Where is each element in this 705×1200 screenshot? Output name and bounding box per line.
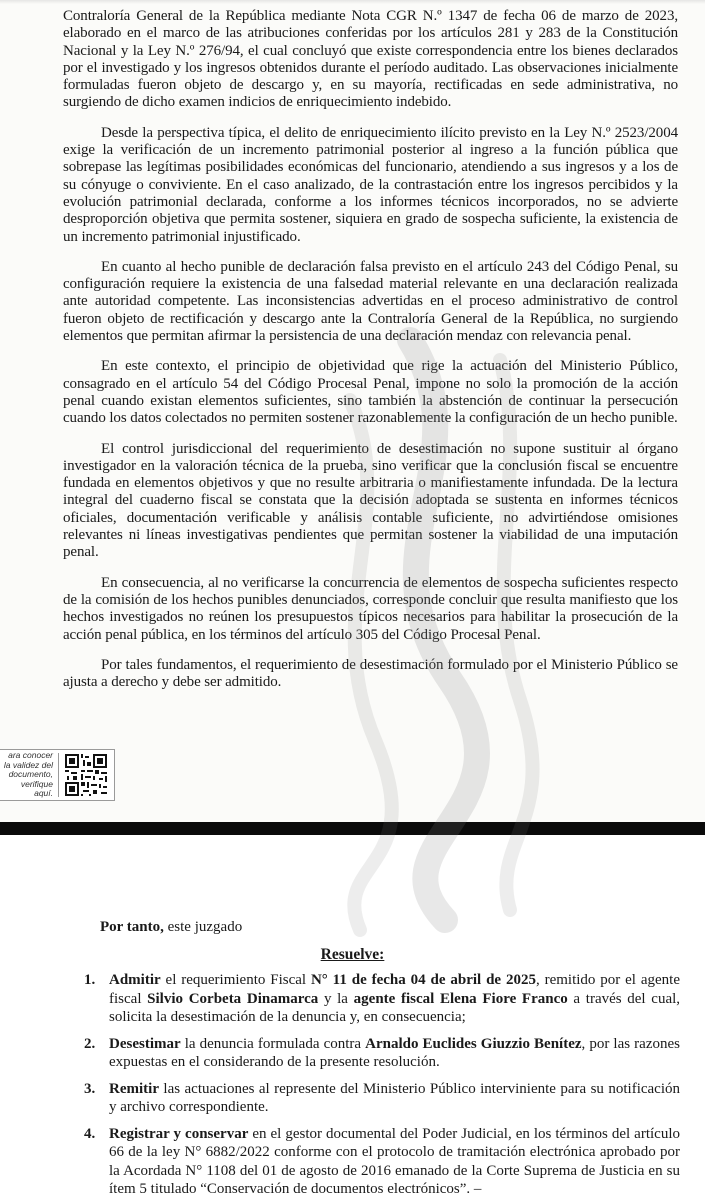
page-divider	[0, 822, 705, 835]
document-page-2	[0, 835, 705, 1200]
intro-bold: Por tanto,	[100, 919, 164, 935]
considerando-body	[63, 8, 678, 704]
verification-divider	[58, 753, 59, 797]
verification-label: ara conocer la validez del documento, verifique aquí.	[3, 750, 53, 799]
item-fragment: el requerimiento Fiscal	[160, 972, 311, 988]
item-emphasis: Silvio Corbeta Dinamarca	[147, 990, 319, 1007]
paragraph: Contraloría General de la República mediante Nota CGR N.º 1347 de fecha 06 de marzo de 2023, elaborado en el marco de las atribuciones conferidas por los artículos 281 y 283 de la Constitución Nacional y la Ley N.º 276/94, el cual concluyó que existe correspondencia entre los bienes declarados por el investigado y los ingresos obtenidos durante el período auditado. Las observaciones inicialmente formuladas fueron objeto de descargo y, en su mayoría, rectificadas en sede administrativa, no surgiendo de dicho examen indicios de enriquecimiento indebido.	[63, 8, 678, 111]
paragraph: En este contexto, el principio de objetividad que rige la actuación del Ministerio Público, consagrado en el artículo 54 del Código Procesal Penal, impone no solo la promoción de la acción penal cuando existan elementos suficientes, sino también la abstención de continuar la persecución cuando los datos colectados no permiten sostener razonablemente la configuración de un hecho punible.	[63, 358, 678, 427]
resolution-item	[84, 1035, 680, 1072]
item-emphasis: Admitir	[109, 972, 161, 988]
qr-code-icon[interactable]	[63, 752, 109, 798]
item-number: 4.	[84, 1125, 96, 1142]
resuelve-heading: Resuelve:	[320, 946, 385, 963]
item-emphasis: Remitir	[109, 1080, 159, 1097]
resolution-item	[84, 971, 680, 1027]
item-fragment: en el gestor documental del Poder Judicial, en los términos del artículo 66 de la ley N° 6882/2022 conforme con el protocolo de tramitación electrónica aprobado por la Acordada N° 1108 del 01 de agosto de 2016 emanado de la Corte Suprema de Justicia en su ítem 5 titulado “Conservación de documentos electrónicos”. –	[109, 1125, 680, 1197]
item-number: 1.	[84, 972, 96, 988]
resolution-intro	[100, 919, 242, 936]
paragraph: El control jurisdiccional del requerimiento de desestimación no supone sustituir al órgano investigador en la valoración técnica de la prueba, sino verificar que la conclusión fiscal se encuentre fundada en elementos objetivos y que no resulte arbitraria o manifiestamente infundada. De la lectura integral del cuaderno fiscal se constata que la decisión adoptada se sustenta en informes técnicos oficiales, documentación verificable y análisis contable suficiente, no advirtiéndose omisiones relevantes ni líneas investigativas pendientes que permitan sostener la viabilidad de una imputación penal.	[63, 440, 678, 561]
item-fragment: a través del cual, solicita la desestimación de la denuncia y, en consecuencia;	[109, 990, 681, 1025]
paragraph: Por tales fundamentos, el requerimiento de desestimación formulado por el Ministerio Público se ajusta a derecho y debe ser admitido.	[63, 656, 678, 691]
item-fragment: la denuncia formulada contra	[180, 1035, 366, 1052]
item-text	[109, 1035, 680, 1072]
item-emphasis: agente fiscal Elena Fiore Franco	[353, 990, 568, 1007]
item-fragment: las actuaciones al represente del Ministerio Público interviniente para su notificación y archivo correspondiente.	[109, 1080, 680, 1115]
item-number: 2.	[84, 1035, 96, 1052]
resolution-items	[84, 971, 680, 1200]
page-top-edge	[0, 0, 705, 4]
item-emphasis: Registrar y conservar	[109, 1125, 249, 1142]
item-emphasis: Desestimar	[109, 1035, 181, 1052]
item-fragment: y la	[318, 990, 354, 1007]
item-text	[109, 971, 680, 1027]
verification-stamp[interactable]	[0, 749, 115, 801]
intro-rest: este juzgado	[163, 919, 243, 935]
paragraph: En consecuencia, al no verificarse la concurrencia de elementos de sospecha suficientes respecto de la comisión de los hechos punibles denunciados, corresponde concluir que resulta manifiesto que los hechos investigados no reúnen los presupuestos típicos necesarios para habilitar la prosecución de la acción penal pública, en los términos del artículo 305 del Código Procesal Penal.	[63, 574, 678, 643]
item-number: 3.	[84, 1080, 96, 1097]
item-fragment: , remitido por el agente fiscal	[109, 972, 680, 1007]
paragraph: Desde la perspectiva típica, el delito de enriquecimiento ilícito previsto en la Ley N.º 2523/2004 exige la verificación de un incremento patrimonial posterior al ingreso a la función pública que sobrepase las legítimas posibilidades económicas del funcionario, atendiendo a sus ingresos y a los de su cónyuge o conviviente. En el caso analizado, de la contrastación entre los ingresos percibidos y la evolución patrimonial declarada, conforme a los informes técnicos incorporados, no se advierte desproporción objetiva que permita sostener, siquiera en grado de sospecha suficiente, la existencia de un incremento patrimonial injustificado.	[63, 124, 678, 245]
item-emphasis: Arnaldo Euclides Giuzzio Benítez	[365, 1035, 582, 1052]
resolution-item	[84, 1125, 680, 1199]
item-emphasis: N° 11 de fecha 04 de abril de 2025	[310, 972, 536, 988]
item-text	[109, 1080, 680, 1117]
item-fragment: , por las razones expuestas en el considerando de la presente resolución.	[109, 1035, 680, 1070]
item-text	[109, 1125, 680, 1199]
resolution-item	[84, 1080, 680, 1117]
paragraph: En cuanto al hecho punible de declaración falsa previsto en el artículo 243 del Código Penal, su configuración requiere la existencia de una falsedad material relevante en una declaración realizada ante autoridad competente. Las inconsistencias advertidas en el proceso administrativo de control fueron objeto de rectificación y descargo ante la Contraloría General de la República, no surgiendo elementos que permitan afirmar la persistencia de una declaración mendaz con relevancia penal.	[63, 258, 678, 345]
